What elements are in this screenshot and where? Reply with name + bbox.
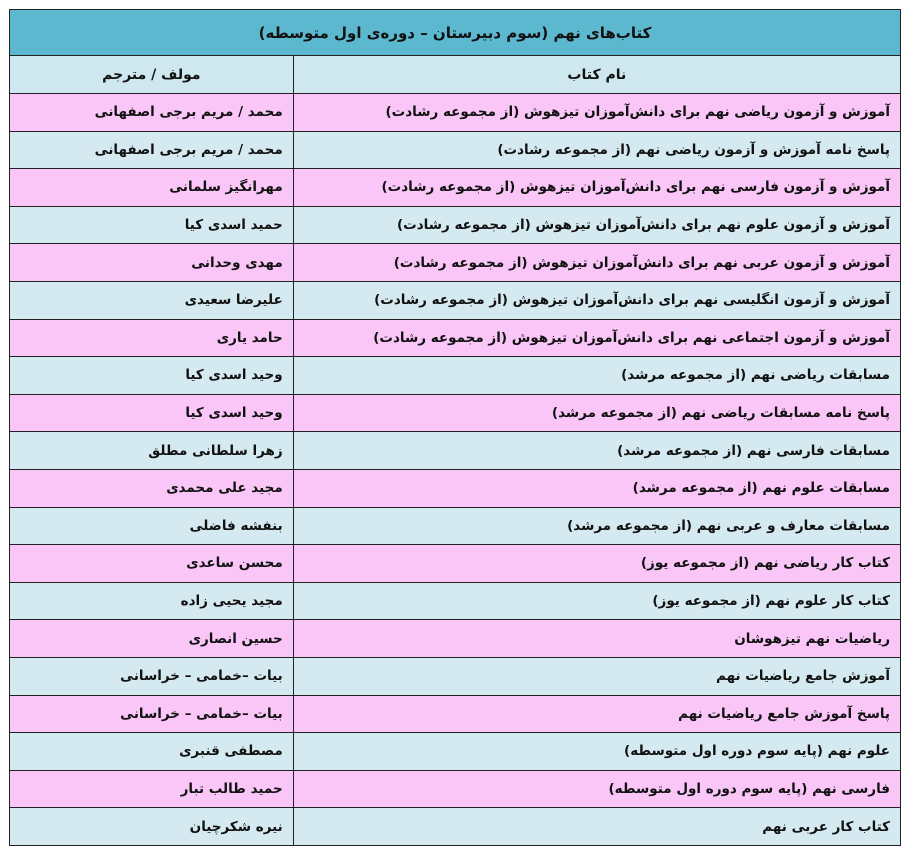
- author-cell: محمد / مریم برجی اصفهانی: [10, 94, 294, 132]
- author-cell: زهرا سلطانی مطلق: [10, 432, 294, 470]
- table-row: [10, 281, 901, 319]
- book-title-cell: فارسی نهم (پایه سوم دوره اول متوسطه): [293, 770, 900, 808]
- book-list-table: [9, 9, 901, 846]
- column-header-book: نام کتاب: [293, 56, 900, 94]
- author-cell: مهدی وحدانی: [10, 244, 294, 282]
- book-title-cell: کتاب کار عربی نهم: [293, 808, 900, 846]
- author-cell: وحید اسدی کیا: [10, 394, 294, 432]
- author-cell: بنفشه فاضلی: [10, 507, 294, 545]
- table-row: [10, 432, 901, 470]
- book-title-cell: آموزش جامع ریاضیات نهم: [293, 657, 900, 695]
- book-title-cell: ریاضیات نهم تیزهوشان: [293, 620, 900, 658]
- table-row: [10, 733, 901, 771]
- book-title-cell: کتاب کار ریاضی نهم (از مجموعه یوز): [293, 545, 900, 583]
- author-cell: بیات –خمامی – خراسانی: [10, 657, 294, 695]
- author-cell: مجید علی محمدی: [10, 469, 294, 507]
- table-row: [10, 657, 901, 695]
- table-title: کتاب‌های نهم (سوم دبیرستان – دوره‌ی اول متوسطه): [10, 10, 901, 56]
- author-cell: حامد یاری: [10, 319, 294, 357]
- column-header-author: مولف / مترجم: [10, 56, 294, 94]
- book-title-cell: آموزش و آزمون عربی نهم برای دانش‌آموزان تیزهوش (از مجموعه رشادت): [293, 244, 900, 282]
- table-row: [10, 357, 901, 395]
- author-cell: حمید اسدی کیا: [10, 206, 294, 244]
- author-cell: حمید طالب تبار: [10, 770, 294, 808]
- book-title-cell: کتاب کار علوم نهم (از مجموعه یوز): [293, 582, 900, 620]
- book-title-cell: مسابقات فارسی نهم (از مجموعه مرشد): [293, 432, 900, 470]
- table-header-row: [10, 56, 901, 94]
- author-cell: حسین انصاری: [10, 620, 294, 658]
- author-cell: محمد / مریم برجی اصفهانی: [10, 131, 294, 169]
- book-title-cell: مسابقات ریاضی نهم (از مجموعه مرشد): [293, 357, 900, 395]
- book-title-cell: علوم نهم (پایه سوم دوره اول متوسطه): [293, 733, 900, 771]
- table-row: [10, 244, 901, 282]
- author-cell: مصطفی قنبری: [10, 733, 294, 771]
- table-row: [10, 620, 901, 658]
- table-row: [10, 582, 901, 620]
- author-cell: مجید یحیی زاده: [10, 582, 294, 620]
- table-row: [10, 394, 901, 432]
- book-title-cell: پاسخ آموزش جامع ریاضیات نهم: [293, 695, 900, 733]
- table-row: [10, 319, 901, 357]
- table-body: [10, 94, 901, 846]
- table-row: [10, 507, 901, 545]
- author-cell: بیات –خمامی – خراسانی: [10, 695, 294, 733]
- table-row: [10, 169, 901, 207]
- book-title-cell: آموزش و آزمون ریاضی نهم برای دانش‌آموزان تیزهوش (از مجموعه رشادت): [293, 94, 900, 132]
- book-title-cell: پاسخ نامه مسابقات ریاضی نهم (از مجموعه مرشد): [293, 394, 900, 432]
- book-title-cell: آموزش و آزمون اجتماعی نهم برای دانش‌آموزان تیزهوش (از مجموعه رشادت): [293, 319, 900, 357]
- author-cell: علیرضا سعیدی: [10, 281, 294, 319]
- table-row: [10, 469, 901, 507]
- author-cell: محسن ساعدی: [10, 545, 294, 583]
- table-row: [10, 94, 901, 132]
- table-row: [10, 131, 901, 169]
- book-list-table-container: [9, 9, 901, 846]
- book-title-cell: مسابقات معارف و عربی نهم (از مجموعه مرشد): [293, 507, 900, 545]
- table-row: [10, 206, 901, 244]
- book-title-cell: آموزش و آزمون فارسی نهم برای دانش‌آموزان تیزهوش (از مجموعه رشادت): [293, 169, 900, 207]
- book-title-cell: پاسخ نامه آموزش و آزمون ریاضی نهم (از مجموعه رشادت): [293, 131, 900, 169]
- table-row: [10, 808, 901, 846]
- table-row: [10, 695, 901, 733]
- author-cell: مهرانگیز سلمانی: [10, 169, 294, 207]
- book-title-cell: آموزش و آزمون انگلیسی نهم برای دانش‌آموزان تیزهوش (از مجموعه رشادت): [293, 281, 900, 319]
- author-cell: نیره شکرچیان: [10, 808, 294, 846]
- table-row: [10, 545, 901, 583]
- book-title-cell: آموزش و آزمون علوم نهم برای دانش‌آموزان تیزهوش (از مجموعه رشادت): [293, 206, 900, 244]
- table-row: [10, 770, 901, 808]
- author-cell: وحید اسدی کیا: [10, 357, 294, 395]
- table-title-row: [10, 10, 901, 56]
- book-title-cell: مسابقات علوم نهم (از مجموعه مرشد): [293, 469, 900, 507]
